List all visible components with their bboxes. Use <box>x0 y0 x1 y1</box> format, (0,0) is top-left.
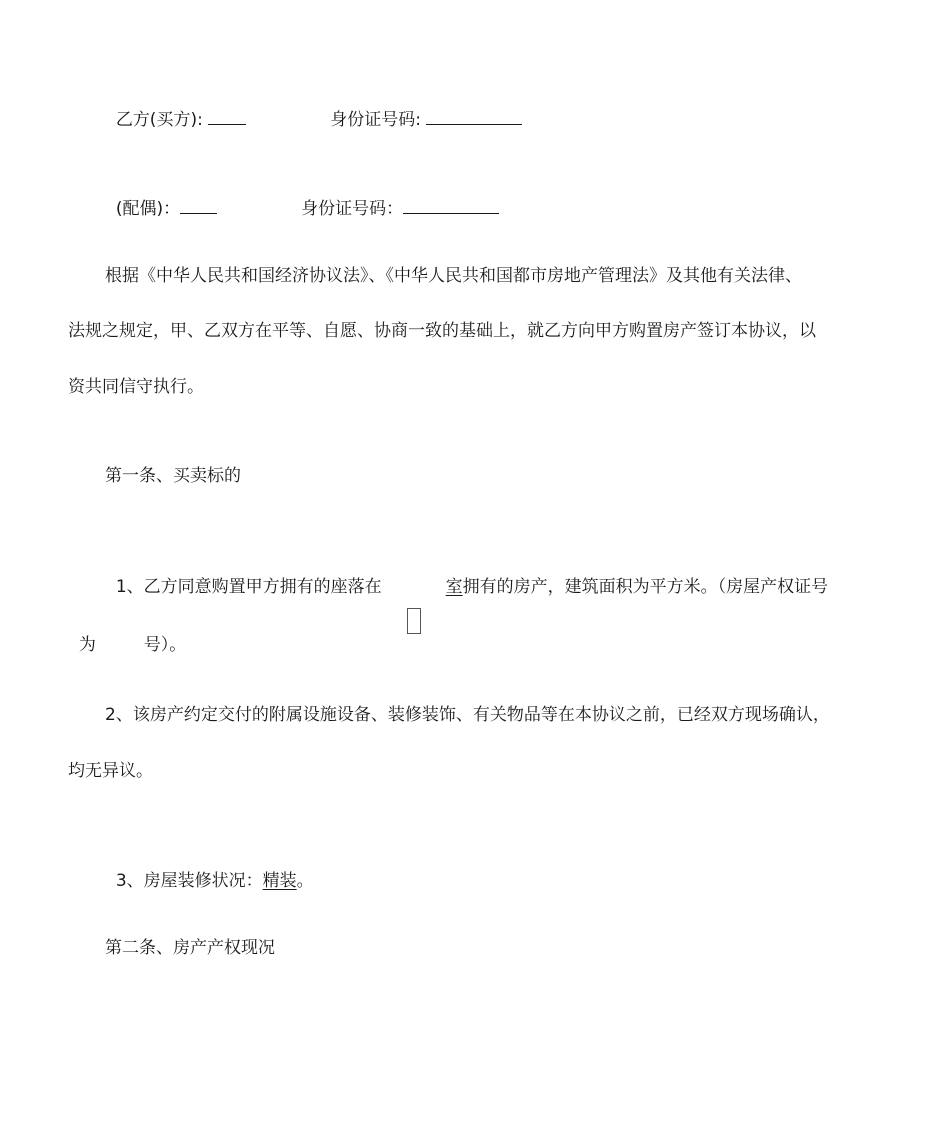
item3-value: 精装 <box>262 871 297 891</box>
article-1-item-1-cont <box>68 612 186 656</box>
preamble-line-1: 根据《中华人民共和国经济协议法》、《中华人民共和国都市房地产管理法》及其他有关法律、 <box>105 266 802 286</box>
article-1-title: 第一条、买卖标的 <box>105 466 241 486</box>
article-1-item-2-cont: 均无异议。 <box>68 761 153 781</box>
article-1-item-1 <box>105 554 828 598</box>
buyer-id-label: 身份证号码: <box>330 110 427 130</box>
preamble-line-2: 法规之规定，甲、乙双方在平等、自愿、协商一致的基础上，就乙方向甲方购置房产签订本协议，以 <box>68 321 816 341</box>
article-2-title: 第二条、房产产权现况 <box>105 938 275 958</box>
item3-end: 。 <box>296 871 314 891</box>
item1-room: 室 <box>445 577 463 597</box>
item1-text-c: 为 <box>78 635 96 655</box>
article-1-item-3 <box>105 848 314 892</box>
spouse-line <box>105 176 499 220</box>
missing-glyph-box <box>407 608 421 634</box>
spouse-id-blank[interactable] <box>403 199 499 214</box>
spouse-name-blank[interactable] <box>180 199 217 214</box>
item1-text-a: 1、乙方同意购置甲方拥有的座落在 <box>115 577 382 597</box>
article-1-item-2: 2、该房产约定交付的附属设施设备、装修装饰、有关物品等在本协议之前，已经双方现场确认， <box>105 705 830 725</box>
buyer-line <box>105 87 522 131</box>
spouse-id-label: 身份证号码： <box>301 199 404 219</box>
item1-text-d: 号）。 <box>143 635 187 655</box>
buyer-name-blank[interactable] <box>208 110 246 125</box>
spouse-label: (配偶)： <box>115 199 181 219</box>
preamble-line-3: 资共同信守执行。 <box>68 377 204 397</box>
buyer-label: 乙方(买方): <box>115 110 209 130</box>
item1-text-b: 拥有的房产，建筑面积为平方米。（房屋产权证号 <box>462 577 829 597</box>
buyer-id-blank[interactable] <box>426 110 522 125</box>
item3-label: 3、房屋装修状况： <box>115 871 263 891</box>
